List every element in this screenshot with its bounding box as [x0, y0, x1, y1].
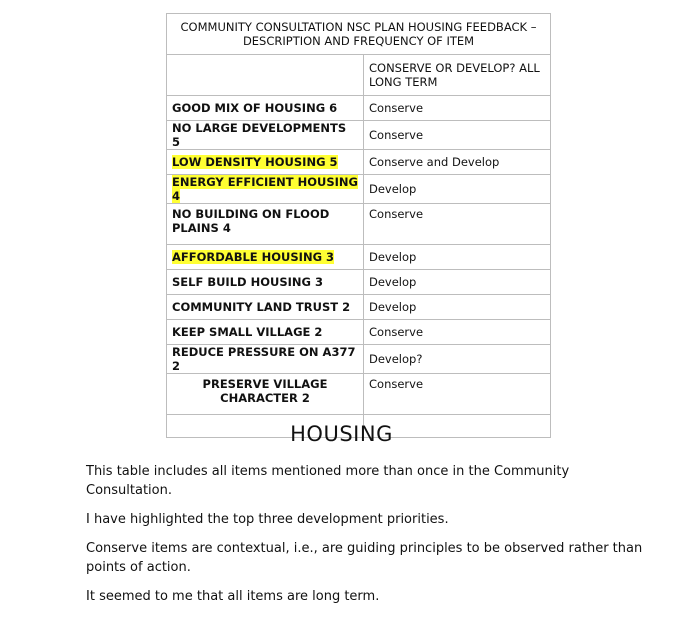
classification-cell: Develop	[364, 245, 551, 270]
table-row	[167, 121, 551, 150]
table-row	[167, 245, 551, 270]
column-header: CONSERVE OR DEVELOP? ALL LONG TERM	[364, 55, 551, 96]
table-row	[167, 96, 551, 121]
classification-cell: Develop	[364, 295, 551, 320]
item-label-highlighted: LOW DENSITY HOUSING 5	[172, 155, 338, 169]
item-label: SELF BUILD HOUSING 3	[172, 275, 323, 289]
item-label: KEEP SMALL VILLAGE 2	[172, 325, 323, 339]
table-row	[167, 150, 551, 175]
item-cell	[167, 320, 364, 345]
item-cell	[167, 374, 364, 415]
note-paragraph: It seemed to me that all items are long term.	[86, 589, 380, 604]
classification-cell: Conserve and Develop	[364, 150, 551, 175]
item-label: COMMUNITY LAND TRUST 2	[172, 300, 351, 314]
classification-cell: Conserve	[364, 121, 551, 150]
table-row	[167, 175, 551, 204]
classification-cell: Conserve	[364, 320, 551, 345]
classification-cell: Conserve	[364, 374, 551, 415]
item-cell	[167, 204, 364, 245]
item-cell	[167, 345, 364, 374]
item-label-highlighted: ENERGY EFFICIENT HOUSING 4	[172, 175, 358, 203]
item-label-highlighted: AFFORDABLE HOUSING 3	[172, 250, 335, 264]
item-cell	[167, 175, 364, 204]
note-paragraph: This table includes all items mentioned more than once in the Community Consultation.	[86, 464, 570, 498]
classification-cell: Develop	[364, 270, 551, 295]
table-row	[167, 320, 551, 345]
item-label: NO BUILDING ON FLOOD PLAINS 4	[172, 207, 330, 235]
item-label: PRESERVE VILLAGE CHARACTER 2	[202, 377, 328, 405]
item-cell	[167, 245, 364, 270]
table-row	[167, 374, 551, 415]
item-cell	[167, 121, 364, 150]
item-label: REDUCE PRESSURE ON A377 2	[172, 345, 356, 373]
classification-cell: Conserve	[364, 96, 551, 121]
notes-section	[86, 462, 646, 616]
table-row	[167, 270, 551, 295]
table-row	[167, 295, 551, 320]
table-row	[167, 204, 551, 245]
item-cell	[167, 150, 364, 175]
classification-cell: Develop?	[364, 345, 551, 374]
note-paragraph: Conserve items are contextual, i.e., are guiding principles to be observed rather than points of action.	[86, 541, 643, 575]
classification-cell: Conserve	[364, 204, 551, 245]
note-paragraph: I have highlighted the top three development priorities.	[86, 512, 449, 527]
item-cell	[167, 96, 364, 121]
section-heading: HOUSING	[290, 422, 393, 446]
table-header-row	[167, 55, 551, 96]
item-cell	[167, 270, 364, 295]
housing-feedback-table-container	[166, 13, 550, 438]
table-row	[167, 345, 551, 374]
table-title-row	[167, 14, 551, 55]
classification-cell: Develop	[364, 175, 551, 204]
item-label: GOOD MIX OF HOUSING 6	[172, 101, 338, 115]
item-cell	[167, 295, 364, 320]
item-label: NO LARGE DEVELOPMENTS 5	[172, 121, 347, 149]
table-title: COMMUNITY CONSULTATION NSC PLAN HOUSING FEEDBACK – DESCRIPTION AND FREQUENCY OF ITEM	[167, 14, 551, 55]
header-blank-cell	[167, 55, 364, 96]
housing-feedback-table	[166, 13, 551, 438]
